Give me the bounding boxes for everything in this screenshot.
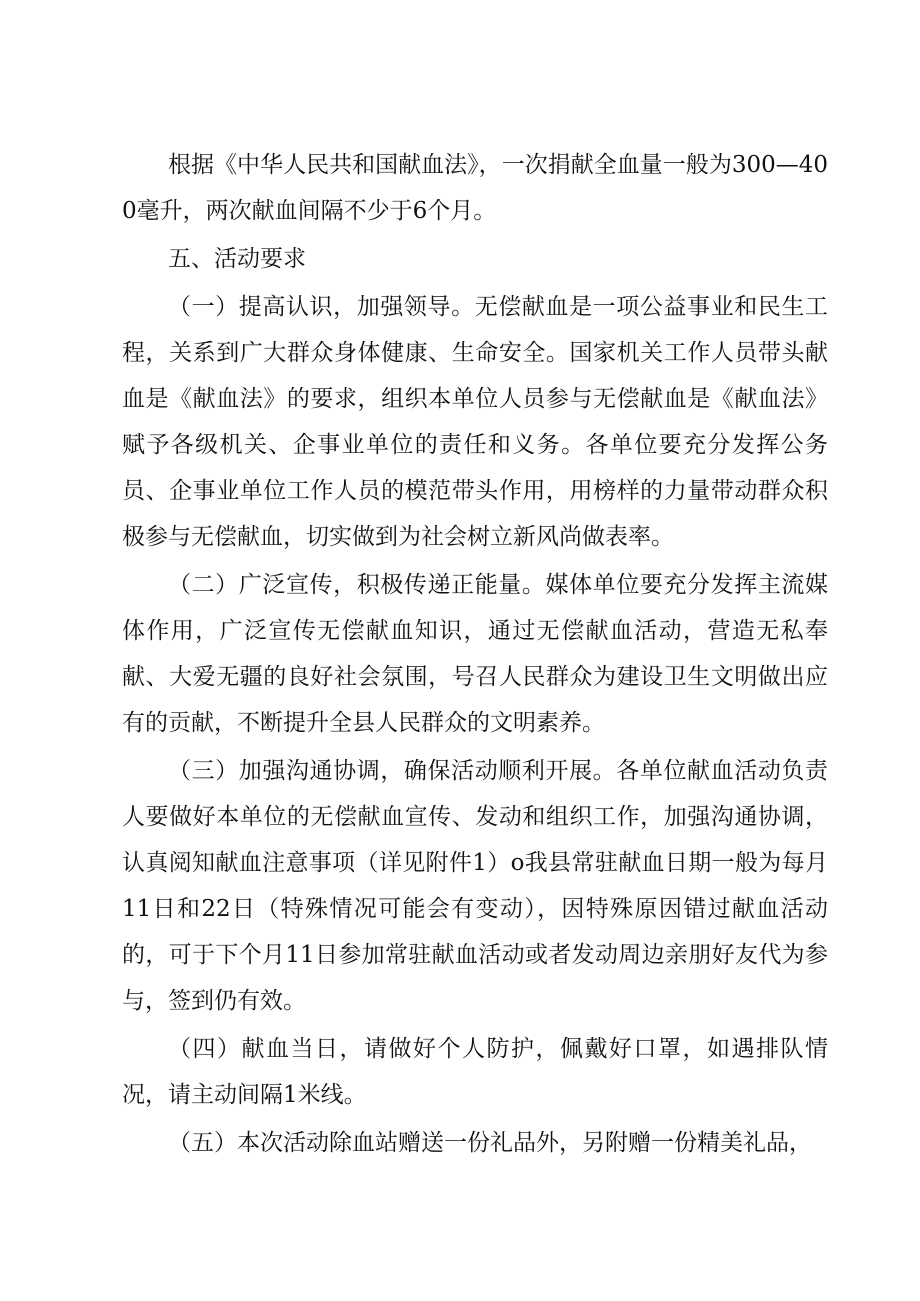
paragraph-requirement-2: （二）广泛宣传，积极传递正能量。媒体单位要充分发挥主流媒体作用，广泛宣传无偿献血知识，通过无偿献血活动，营造无私奉献、大爱无疆的良好社会氛围，号召人民群众为建设卫生文明做出应有的贡献，不断提升全县人民群众的文明素养。 [122,572,828,736]
paragraph-requirement-1: （一）提高认识，加强领导。无偿献血是一项公益事业和民生工程，关系到广大群众身体健康、生命安全。国家机关工作人员带头献血是《献血法》的要求，组织本单位人员参与无偿献血是《献血法》赋予各级机关、企事业单位的责任和义务。各单位要充分发挥公务员、企事业单位工作人员的模范带头作用，用榜样的力量带动群众积极参与无偿献血，切实做到为社会树立新风尚做表率。 [122,294,828,550]
paragraph-requirement-4: （四）献血当日，请做好个人防护，佩戴好口罩，如遇排队情况，请主动间隔1米线。 [122,1036,828,1108]
paragraph-requirement-3: （三）加强沟通协调，确保活动顺利开展。各单位献血活动负责人要做好本单位的无偿献血宣传、发动和组织工作，加强沟通协调，认真阅知献血注意事项（详见附件1）o我县常驻献血日期一般为每月11日和22日（特殊情况可能会有变动），因特殊原因错过献血活动的，可于下个月11日参加常驻献血活动或者发动周边亲朋好友代为参与，签到仍有效。 [122,758,828,1014]
section-heading-activity-requirements: 五、活动要求 [168,246,306,272]
paragraph-blood-law: 根据《中华人民共和国献血法》，一次捐献全血量一般为300—400毫升，两次献血间隔不少于6个月。 [122,152,828,224]
paragraph-requirement-5: （五）本次活动除血站赠送一份礼品外，另附赠一份精美礼品， [168,1130,812,1156]
document-body [122,142,828,1168]
